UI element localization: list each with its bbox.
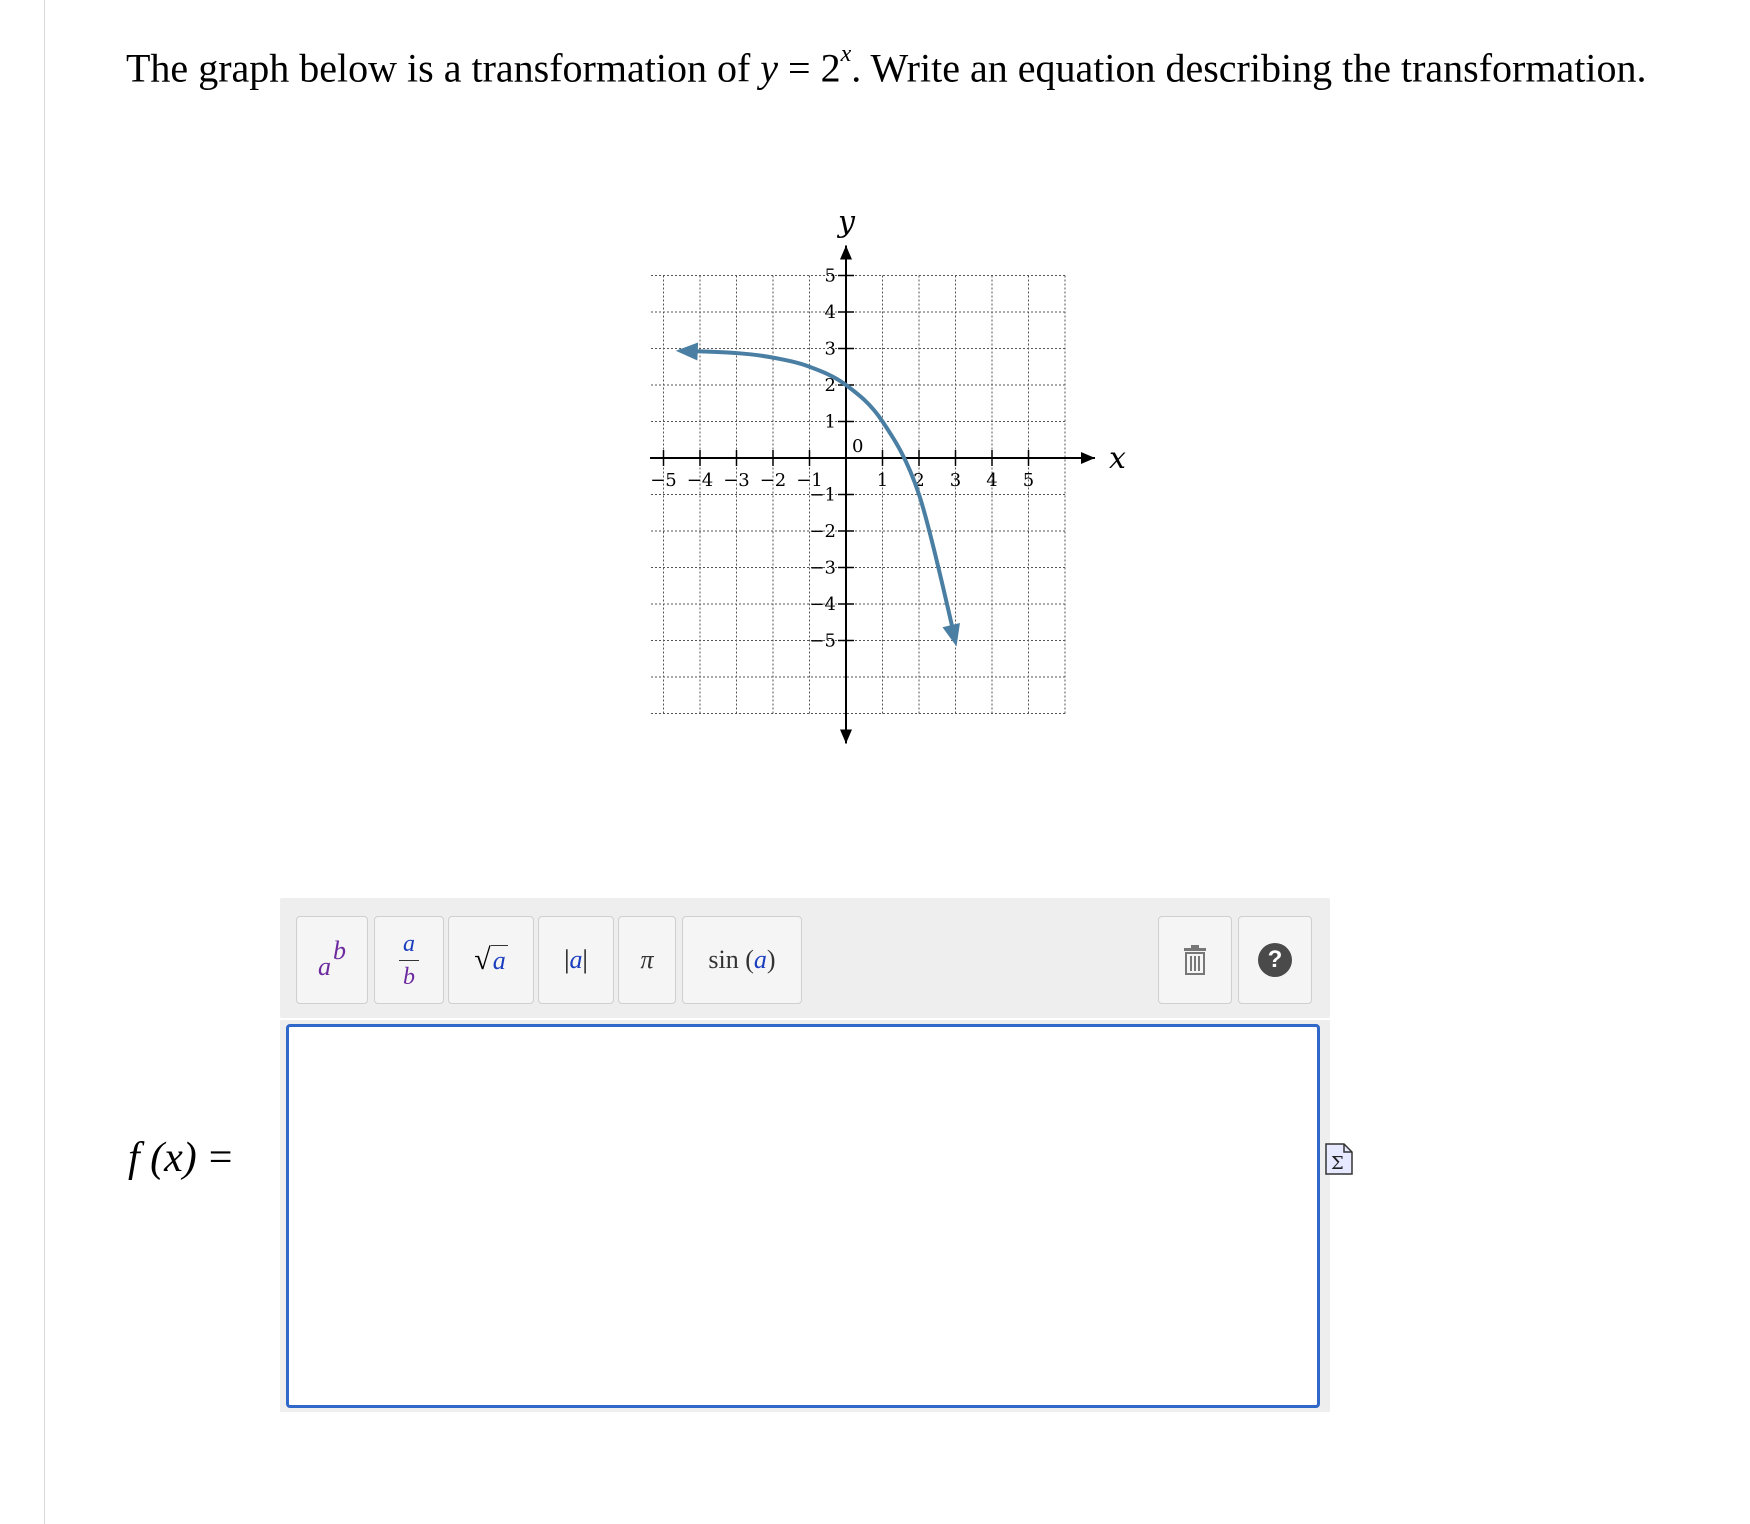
trash-icon — [1180, 944, 1210, 976]
trash-button[interactable] — [1158, 916, 1232, 1004]
x-tick-label: −4 — [686, 470, 714, 491]
y-tick-label: −4 — [809, 594, 836, 615]
x-tick-label: 1 — [876, 470, 889, 491]
abs-button[interactable]: | a | — [538, 916, 614, 1004]
pi-button[interactable]: π — [618, 916, 676, 1004]
function-label: f (x) = — [128, 1135, 233, 1181]
exponential-base: 2 — [820, 45, 841, 91]
sigma-icon: Σ — [1331, 1153, 1344, 1174]
y-tick-label: −2 — [809, 521, 836, 542]
help-icon: ? — [1258, 943, 1292, 977]
fraction-button[interactable]: a b — [374, 916, 444, 1004]
fraction-bar — [399, 960, 419, 961]
sqrt-button[interactable]: √ a — [448, 916, 534, 1004]
y-axis-down-arrow — [840, 730, 852, 744]
help-button[interactable] — [1238, 916, 1312, 1004]
y-tick-label: −3 — [809, 557, 836, 579]
x-axis-right-arrow — [1081, 452, 1095, 464]
curve-left-arrow — [676, 343, 698, 361]
x-tick-label: −5 — [650, 470, 677, 491]
answer-area — [280, 1020, 1330, 1412]
y-tick-label: −5 — [809, 630, 836, 652]
x-tick-label: 5 — [1022, 470, 1035, 491]
question-text: The graph below is a transformation of y = 2$^x$. Write an equation describing the transformation. — [126, 41, 1647, 91]
x-tick-label: 3 — [949, 470, 962, 491]
y-tick-label: −1 — [809, 484, 836, 506]
y-tick-label: 3 — [824, 338, 836, 360]
x-tick-label: −3 — [723, 470, 750, 491]
math-toolbar — [280, 898, 1330, 1018]
y-axis-label: y — [838, 204, 855, 240]
x-axis-label: x — [1109, 441, 1126, 476]
power-button[interactable]: a b — [296, 916, 368, 1004]
y-tick-label: 2 — [824, 375, 836, 396]
left-border — [44, 0, 45, 1524]
curve-down-arrow — [942, 623, 959, 647]
y-tick-label: 1 — [824, 411, 836, 433]
y-tick-label: 4 — [824, 302, 836, 323]
graph-svg — [650, 180, 1250, 800]
equation-editor-icon[interactable] — [1324, 1142, 1354, 1176]
var-y: y — [760, 45, 779, 91]
x-tick-label: 4 — [986, 470, 998, 491]
sin-button[interactable]: sin ( a ) — [682, 916, 802, 1004]
origin-label: 0 — [852, 436, 864, 457]
y-axis-up-arrow — [840, 246, 852, 260]
x-tick-label: 2 — [913, 470, 925, 491]
answer-input[interactable] — [286, 1024, 1320, 1408]
x-tick-label: −1 — [796, 470, 823, 491]
y-tick-label: 5 — [824, 265, 836, 287]
exponent: x — [840, 41, 852, 67]
x-tick-label: −2 — [759, 470, 787, 491]
graph — [650, 180, 1250, 800]
